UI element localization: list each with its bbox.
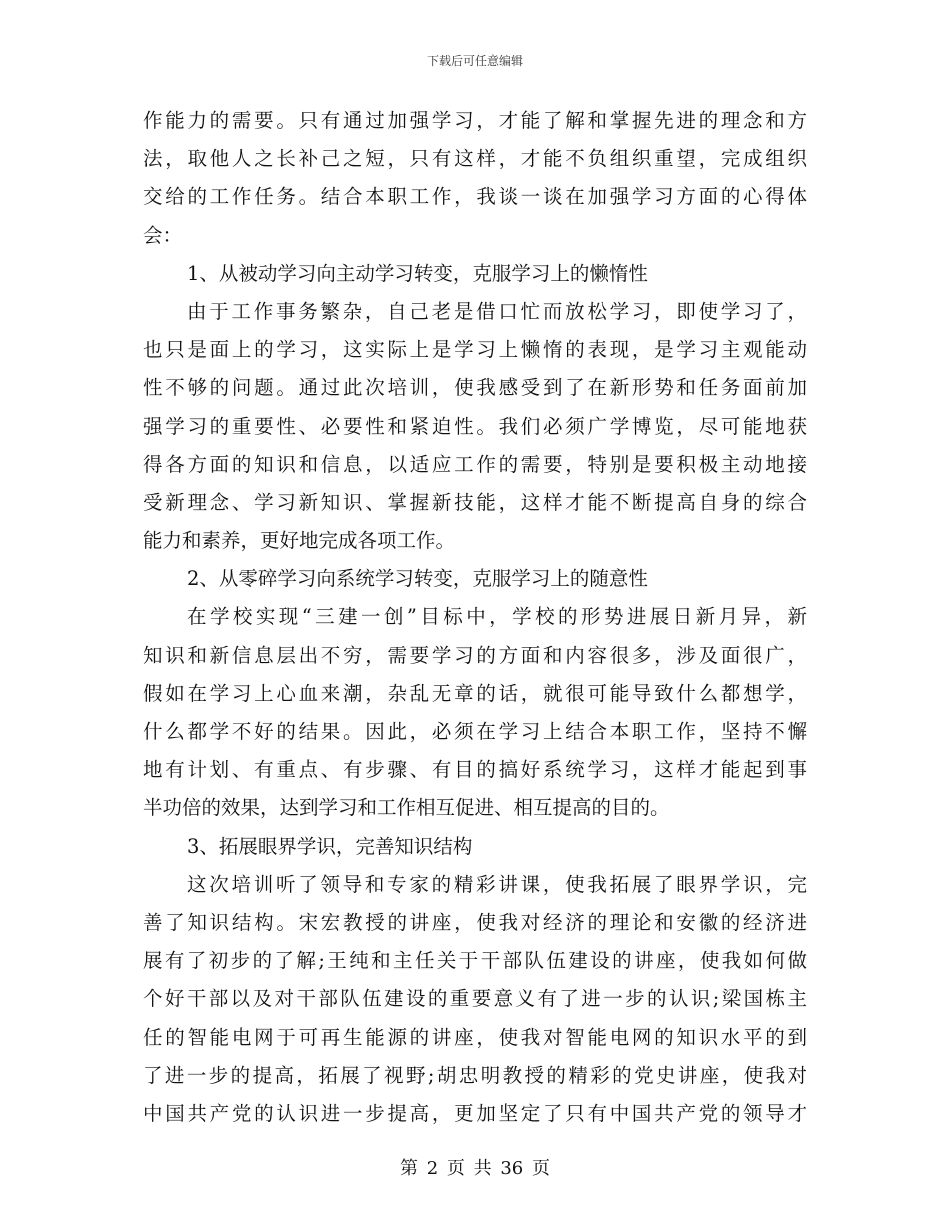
text-line: 也只是面上的学习，这实际上是学习上懒惰的表现，是学习主观能动 — [143, 338, 807, 362]
body-text — [143, 102, 807, 1133]
text-line: 知识和新信息层出不穷，需要学习的方面和内容很多，涉及面很广， — [143, 643, 807, 667]
text-line: 半功倍的效果，达到学习和工作相互促进、相互提高的目的。 — [143, 796, 670, 820]
text-line: 1、从被动学习向主动学习转变，克服学习上的懒惰性 — [187, 261, 648, 285]
page-footer: 第 2 页 共 36 页 — [400, 1158, 550, 1179]
text-line: 什么都学不好的结果。因此，必须在学习上结合本职工作，坚持不懈 — [143, 720, 807, 743]
text-line: 善了知识结构。宋宏教授的讲座，使我对经济的理论和安徽的经济进 — [143, 910, 807, 934]
text-line: 作能力的需要。只有通过加强学习，才能了解和掌握先进的理念和方 — [143, 109, 807, 132]
text-line: 地有计划、有重点、有步骤、有目的搞好系统学习，这样才能起到事 — [143, 758, 807, 782]
text-line: 法，取他人之长补己之短，只有这样，才能不负组织重望，完成组织 — [143, 147, 807, 171]
text-line: 这次培训听了领导和专家的精彩讲课，使我拓展了眼界学识，完 — [187, 872, 807, 896]
text-line: 受新理念、学习新知识、掌握新技能，这样才能不断提高自身的综合 — [143, 490, 807, 514]
text-line: 得各方面的知识和信息，以适应工作的需要，特别是要积极主动地接 — [143, 452, 807, 476]
page-header: 下载后可任意编辑 — [426, 54, 523, 68]
text-line: 会： — [143, 223, 183, 247]
text-line: 交给的工作任务。结合本职工作，我谈一谈在加强学习方面的心得体 — [143, 185, 807, 209]
text-line: 性不够的问题。通过此次培训，使我感受到了在新形势和任务面前加 — [143, 376, 807, 400]
text-line: 强学习的重要性、必要性和紧迫性。我们必须广学博览，尽可能地获 — [143, 414, 807, 438]
text-line: 在学校实现“三建一创”目标中，学校的形势进展日新月异，新 — [187, 605, 807, 629]
text-line: 由于工作事务繁杂，自己老是借口忙而放松学习，即使学习了， — [187, 299, 807, 323]
text-line: 展有了初步的了解;王纯和主任关于干部队伍建设的讲座，使我如何做 — [143, 949, 807, 973]
text-line: 2、从零碎学习向系统学习转变，克服学习上的随意性 — [187, 567, 648, 591]
text-line: 了进一步的提高，拓展了视野;胡忠明教授的精彩的党史讲座，使我对 — [143, 1063, 807, 1087]
text-line: 3、拓展眼界学识，完善知识结构 — [187, 834, 473, 858]
text-line: 假如在学习上心血来潮，杂乱无章的话，就很可能导致什么都想学， — [143, 681, 807, 705]
text-line: 个好干部以及对干部队伍建设的重要意义有了进一步的认识;梁国栋主 — [143, 987, 807, 1011]
text-line: 中国共产党的认识进一步提高，更加坚定了只有中国共产党的领导才 — [143, 1101, 807, 1125]
text-line: 任的智能电网于可再生能源的讲座，使我对智能电网的知识水平的到 — [143, 1025, 807, 1049]
text-line: 能力和素养，更好地完成各项工作。 — [143, 529, 456, 553]
